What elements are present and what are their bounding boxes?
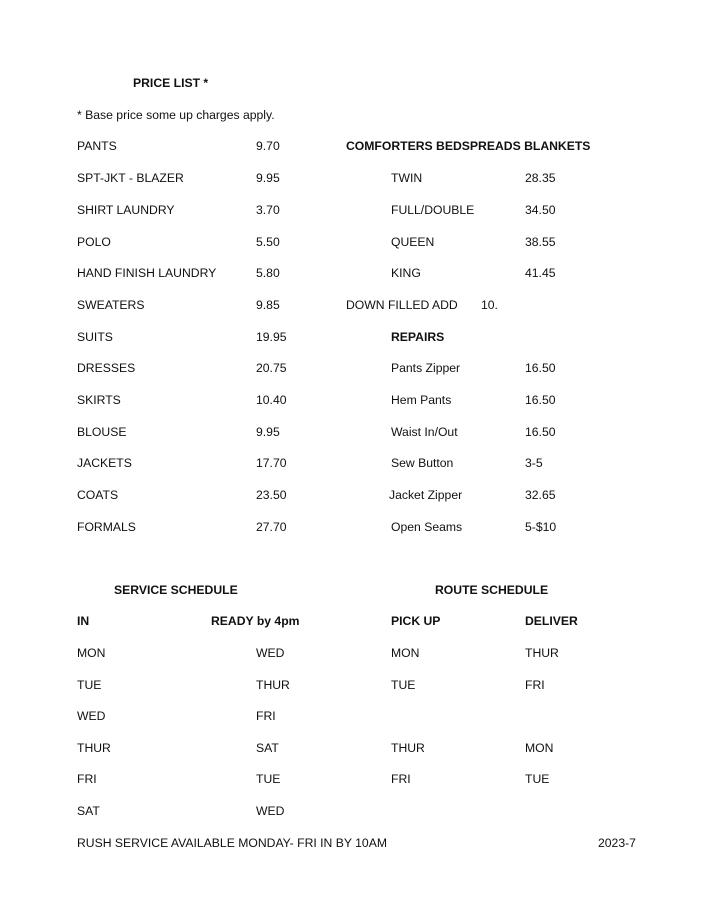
comforter-price: 34.50 bbox=[525, 203, 556, 217]
comforter-price: 38.55 bbox=[525, 235, 556, 249]
route-deliver-day: THUR bbox=[525, 646, 559, 660]
garment-item: DRESSES bbox=[77, 361, 136, 375]
garment-item: COATS bbox=[77, 488, 119, 502]
price-list-title: PRICE LIST * bbox=[133, 76, 209, 90]
service-ready-day: TUE bbox=[256, 772, 281, 786]
garment-item: HAND FINISH LAUNDRY bbox=[77, 266, 217, 280]
garment-item: SWEATERS bbox=[77, 298, 145, 312]
repair-item: Hem Pants bbox=[391, 393, 452, 407]
repair-item: Waist In/Out bbox=[391, 425, 458, 439]
service-ready-day: FRI bbox=[256, 709, 276, 723]
garment-price: 9.95 bbox=[256, 425, 280, 439]
service-in-day: SAT bbox=[77, 804, 100, 818]
rush-service-note: RUSH SERVICE AVAILABLE MONDAY- FRI IN BY 10AM bbox=[77, 836, 387, 850]
repair-item: Open Seams bbox=[391, 520, 463, 534]
garment-price: 17.70 bbox=[256, 456, 287, 470]
route-deliver-day: FRI bbox=[525, 678, 545, 692]
service-ready-day: WED bbox=[256, 646, 285, 660]
service-ready-day: SAT bbox=[256, 741, 279, 755]
route-col-pickup: PICK UP bbox=[391, 614, 441, 628]
service-ready-day: WED bbox=[256, 804, 285, 818]
service-schedule-title: SERVICE SCHEDULE bbox=[114, 583, 238, 597]
service-in-day: MON bbox=[77, 646, 106, 660]
garment-item: JACKETS bbox=[77, 456, 132, 470]
garment-item: POLO bbox=[77, 235, 111, 249]
service-in-day: THUR bbox=[77, 741, 111, 755]
service-col-ready: READY by 4pm bbox=[211, 614, 300, 628]
comforter-price: 41.45 bbox=[525, 266, 556, 280]
garment-price: 5.80 bbox=[256, 266, 280, 280]
repair-price: 16.50 bbox=[525, 393, 556, 407]
comforter-price: 28.35 bbox=[525, 171, 556, 185]
route-deliver-day: TUE bbox=[525, 772, 550, 786]
garment-item: PANTS bbox=[77, 139, 117, 153]
repair-item: Pants Zipper bbox=[391, 361, 461, 375]
route-col-deliver: DELIVER bbox=[525, 614, 578, 628]
route-pickup-day: MON bbox=[391, 646, 420, 660]
document-code: 2023-7 bbox=[598, 836, 636, 850]
garment-price: 9.70 bbox=[256, 139, 280, 153]
repair-price: 16.50 bbox=[525, 425, 556, 439]
repair-price: 5-$10 bbox=[525, 520, 557, 534]
service-in-day: WED bbox=[77, 709, 106, 723]
comforter-item: FULL/DOUBLE bbox=[391, 203, 475, 217]
repair-price: 3-5 bbox=[525, 456, 543, 470]
garment-price: 10.40 bbox=[256, 393, 287, 407]
garment-item: SKIRTS bbox=[77, 393, 121, 407]
garment-item: BLOUSE bbox=[77, 425, 127, 439]
service-in-day: TUE bbox=[77, 678, 102, 692]
garment-price: 27.70 bbox=[256, 520, 287, 534]
route-pickup-day: TUE bbox=[391, 678, 416, 692]
garment-price: 9.95 bbox=[256, 171, 280, 185]
garment-item: FORMALS bbox=[77, 520, 136, 534]
route-schedule-title: ROUTE SCHEDULE bbox=[435, 583, 549, 597]
route-pickup-day: FRI bbox=[391, 772, 411, 786]
garment-price: 9.85 bbox=[256, 298, 280, 312]
comforter-item: QUEEN bbox=[391, 235, 435, 249]
comforter-item: KING bbox=[391, 266, 421, 280]
comforters-heading: COMFORTERS BEDSPREADS BLANKETS bbox=[346, 139, 591, 153]
repair-item: Sew Button bbox=[391, 456, 454, 470]
repair-item: Jacket Zipper bbox=[389, 488, 463, 502]
garment-price: 19.95 bbox=[256, 330, 287, 344]
route-pickup-day: THUR bbox=[391, 741, 425, 755]
garment-price: 5.50 bbox=[256, 235, 280, 249]
repair-price: 16.50 bbox=[525, 361, 556, 375]
down-filled-price: 10. bbox=[481, 298, 498, 312]
garment-item: SPT-JKT - BLAZER bbox=[77, 171, 184, 185]
service-in-day: FRI bbox=[77, 772, 97, 786]
repair-price: 32.65 bbox=[525, 488, 556, 502]
garment-price: 23.50 bbox=[256, 488, 287, 502]
service-col-in: IN bbox=[77, 614, 90, 628]
comforter-item: TWIN bbox=[391, 171, 423, 185]
repairs-heading: REPAIRS bbox=[391, 330, 445, 344]
garment-price: 3.70 bbox=[256, 203, 280, 217]
garment-item: SUITS bbox=[77, 330, 113, 344]
price-note: * Base price some up charges apply. bbox=[77, 108, 275, 122]
route-deliver-day: MON bbox=[525, 741, 554, 755]
down-filled-label: DOWN FILLED ADD bbox=[346, 298, 458, 312]
service-ready-day: THUR bbox=[256, 678, 290, 692]
garment-price: 20.75 bbox=[256, 361, 287, 375]
garment-item: SHIRT LAUNDRY bbox=[77, 203, 175, 217]
